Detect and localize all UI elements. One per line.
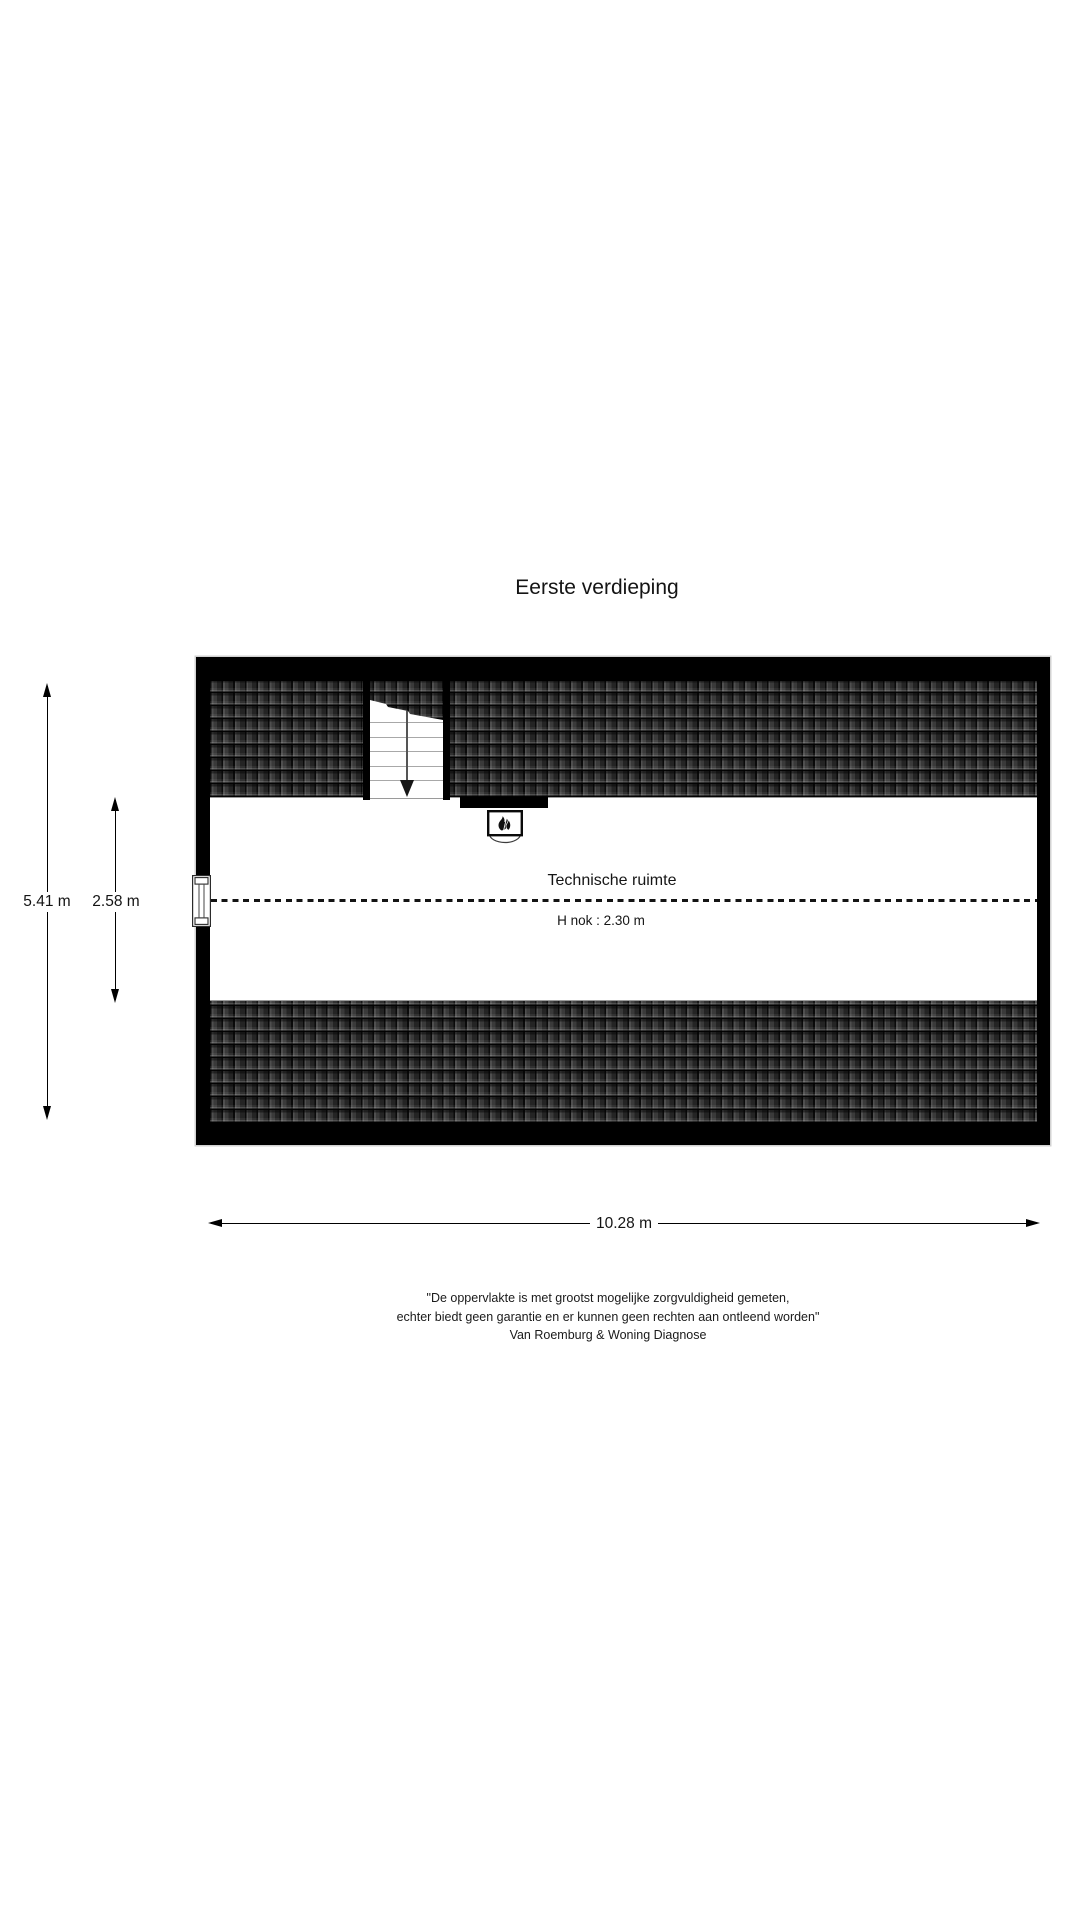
- arrow-down-icon: [111, 989, 119, 1003]
- disclaimer-line-2: echter biedt geen garantie en er kunnen geen rechten aan ontleend worden": [396, 1309, 820, 1324]
- stair-direction-line: [406, 701, 408, 780]
- window: [192, 875, 211, 927]
- disclaimer-line-3: Van Roemburg & Woning Diagnose: [509, 1328, 707, 1342]
- boiler-mount-wall: [460, 797, 548, 808]
- arrow-down-icon: [43, 1106, 51, 1120]
- stairwell-left-wall: [363, 681, 370, 800]
- disclaimer-line-1: "De oppervlakte is met grootst mogelijke zorgvuldigheid gemeten,: [426, 1291, 790, 1305]
- room-label: Technische ruimte: [547, 872, 677, 889]
- stair-down-arrow-icon: [400, 780, 414, 797]
- disclaimer: [397, 1289, 820, 1345]
- dimension-label-overall-width: 10.28 m: [590, 1214, 658, 1234]
- stair-bottom-edge: [370, 798, 443, 800]
- roof-area-bottom: [210, 1000, 1037, 1122]
- dimension-label-overall-depth: 5.41 m: [17, 892, 76, 912]
- ridge-dashed-line: [211, 899, 1037, 902]
- dimension-label-inner-depth: 2.58 m: [86, 892, 145, 912]
- boiler-unit: [487, 810, 523, 846]
- arrow-right-icon: [1026, 1219, 1040, 1227]
- stairwell-right-wall: [443, 681, 450, 800]
- window-icon: [192, 875, 211, 927]
- roof-area-top: [210, 681, 1037, 798]
- ridge-height-label: H nok : 2.30 m: [557, 913, 645, 928]
- page-title: Eerste verdieping: [515, 576, 679, 599]
- boiler-icon: [487, 810, 523, 846]
